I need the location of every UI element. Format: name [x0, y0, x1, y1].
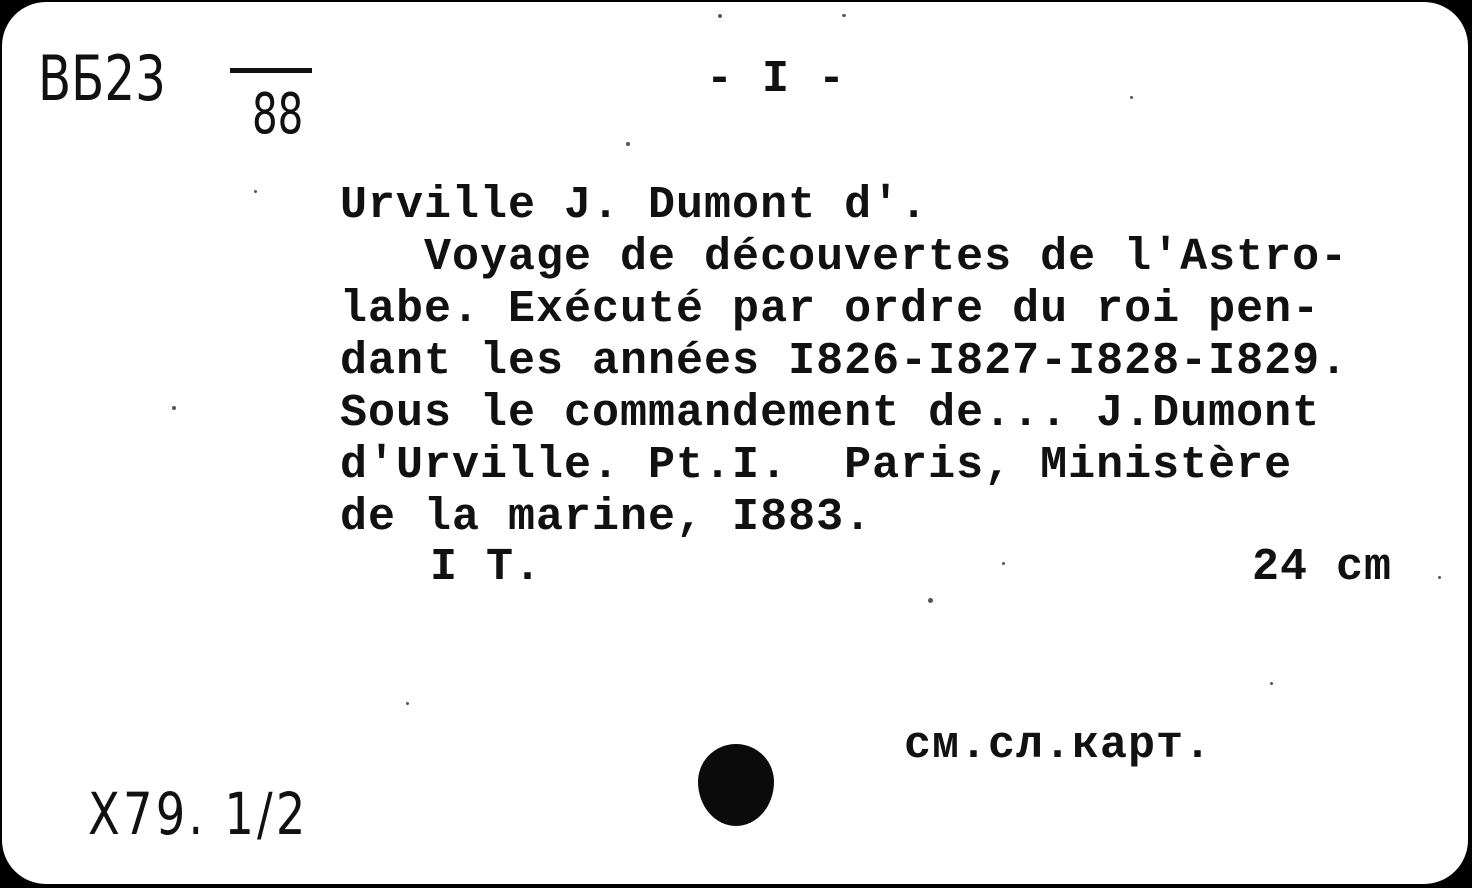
title-line-6: de la marine, I883. — [340, 492, 873, 543]
volume-count: I T. — [430, 542, 543, 593]
scan-speck — [1130, 96, 1133, 99]
title-line-1: Voyage de découvertes de l'Astro- — [340, 232, 1349, 283]
page-marker: - I - — [706, 54, 847, 105]
title-line-5: d'Urville. Pt.I. Paris, Ministère — [340, 440, 1293, 491]
punch-hole — [698, 744, 774, 826]
scan-speck — [1270, 682, 1273, 685]
scan-speck — [254, 190, 257, 193]
catalog-card — [2, 2, 1468, 884]
scan-speck — [842, 14, 846, 17]
title-line-3: dant les années I826-I827-I828-I829. — [340, 336, 1349, 387]
scan-speck — [928, 598, 933, 603]
scan-speck — [172, 406, 176, 410]
scan-speck — [1002, 562, 1005, 565]
see-next-card-note: см.сл.карт. — [904, 720, 1213, 771]
shelfmark-fraction-line — [230, 68, 312, 73]
shelfmark-code: ВБ23 — [38, 42, 166, 115]
scan-speck — [406, 702, 409, 705]
title-line-2: labe. Exécuté par ordre du roi pen- — [340, 284, 1321, 335]
title-line-4: Sous le commandement de... J.Dumont — [340, 388, 1321, 439]
scan-speck — [1438, 576, 1441, 579]
author-heading: Urville J. Dumont d'. — [340, 180, 929, 231]
shelfmark-number: 88 — [252, 82, 304, 147]
inventory-mark: Х79. 1/2 — [88, 780, 309, 848]
scan-speck — [718, 14, 722, 18]
scan-speck — [626, 142, 630, 146]
physical-size: 24 cm — [1252, 542, 1393, 593]
